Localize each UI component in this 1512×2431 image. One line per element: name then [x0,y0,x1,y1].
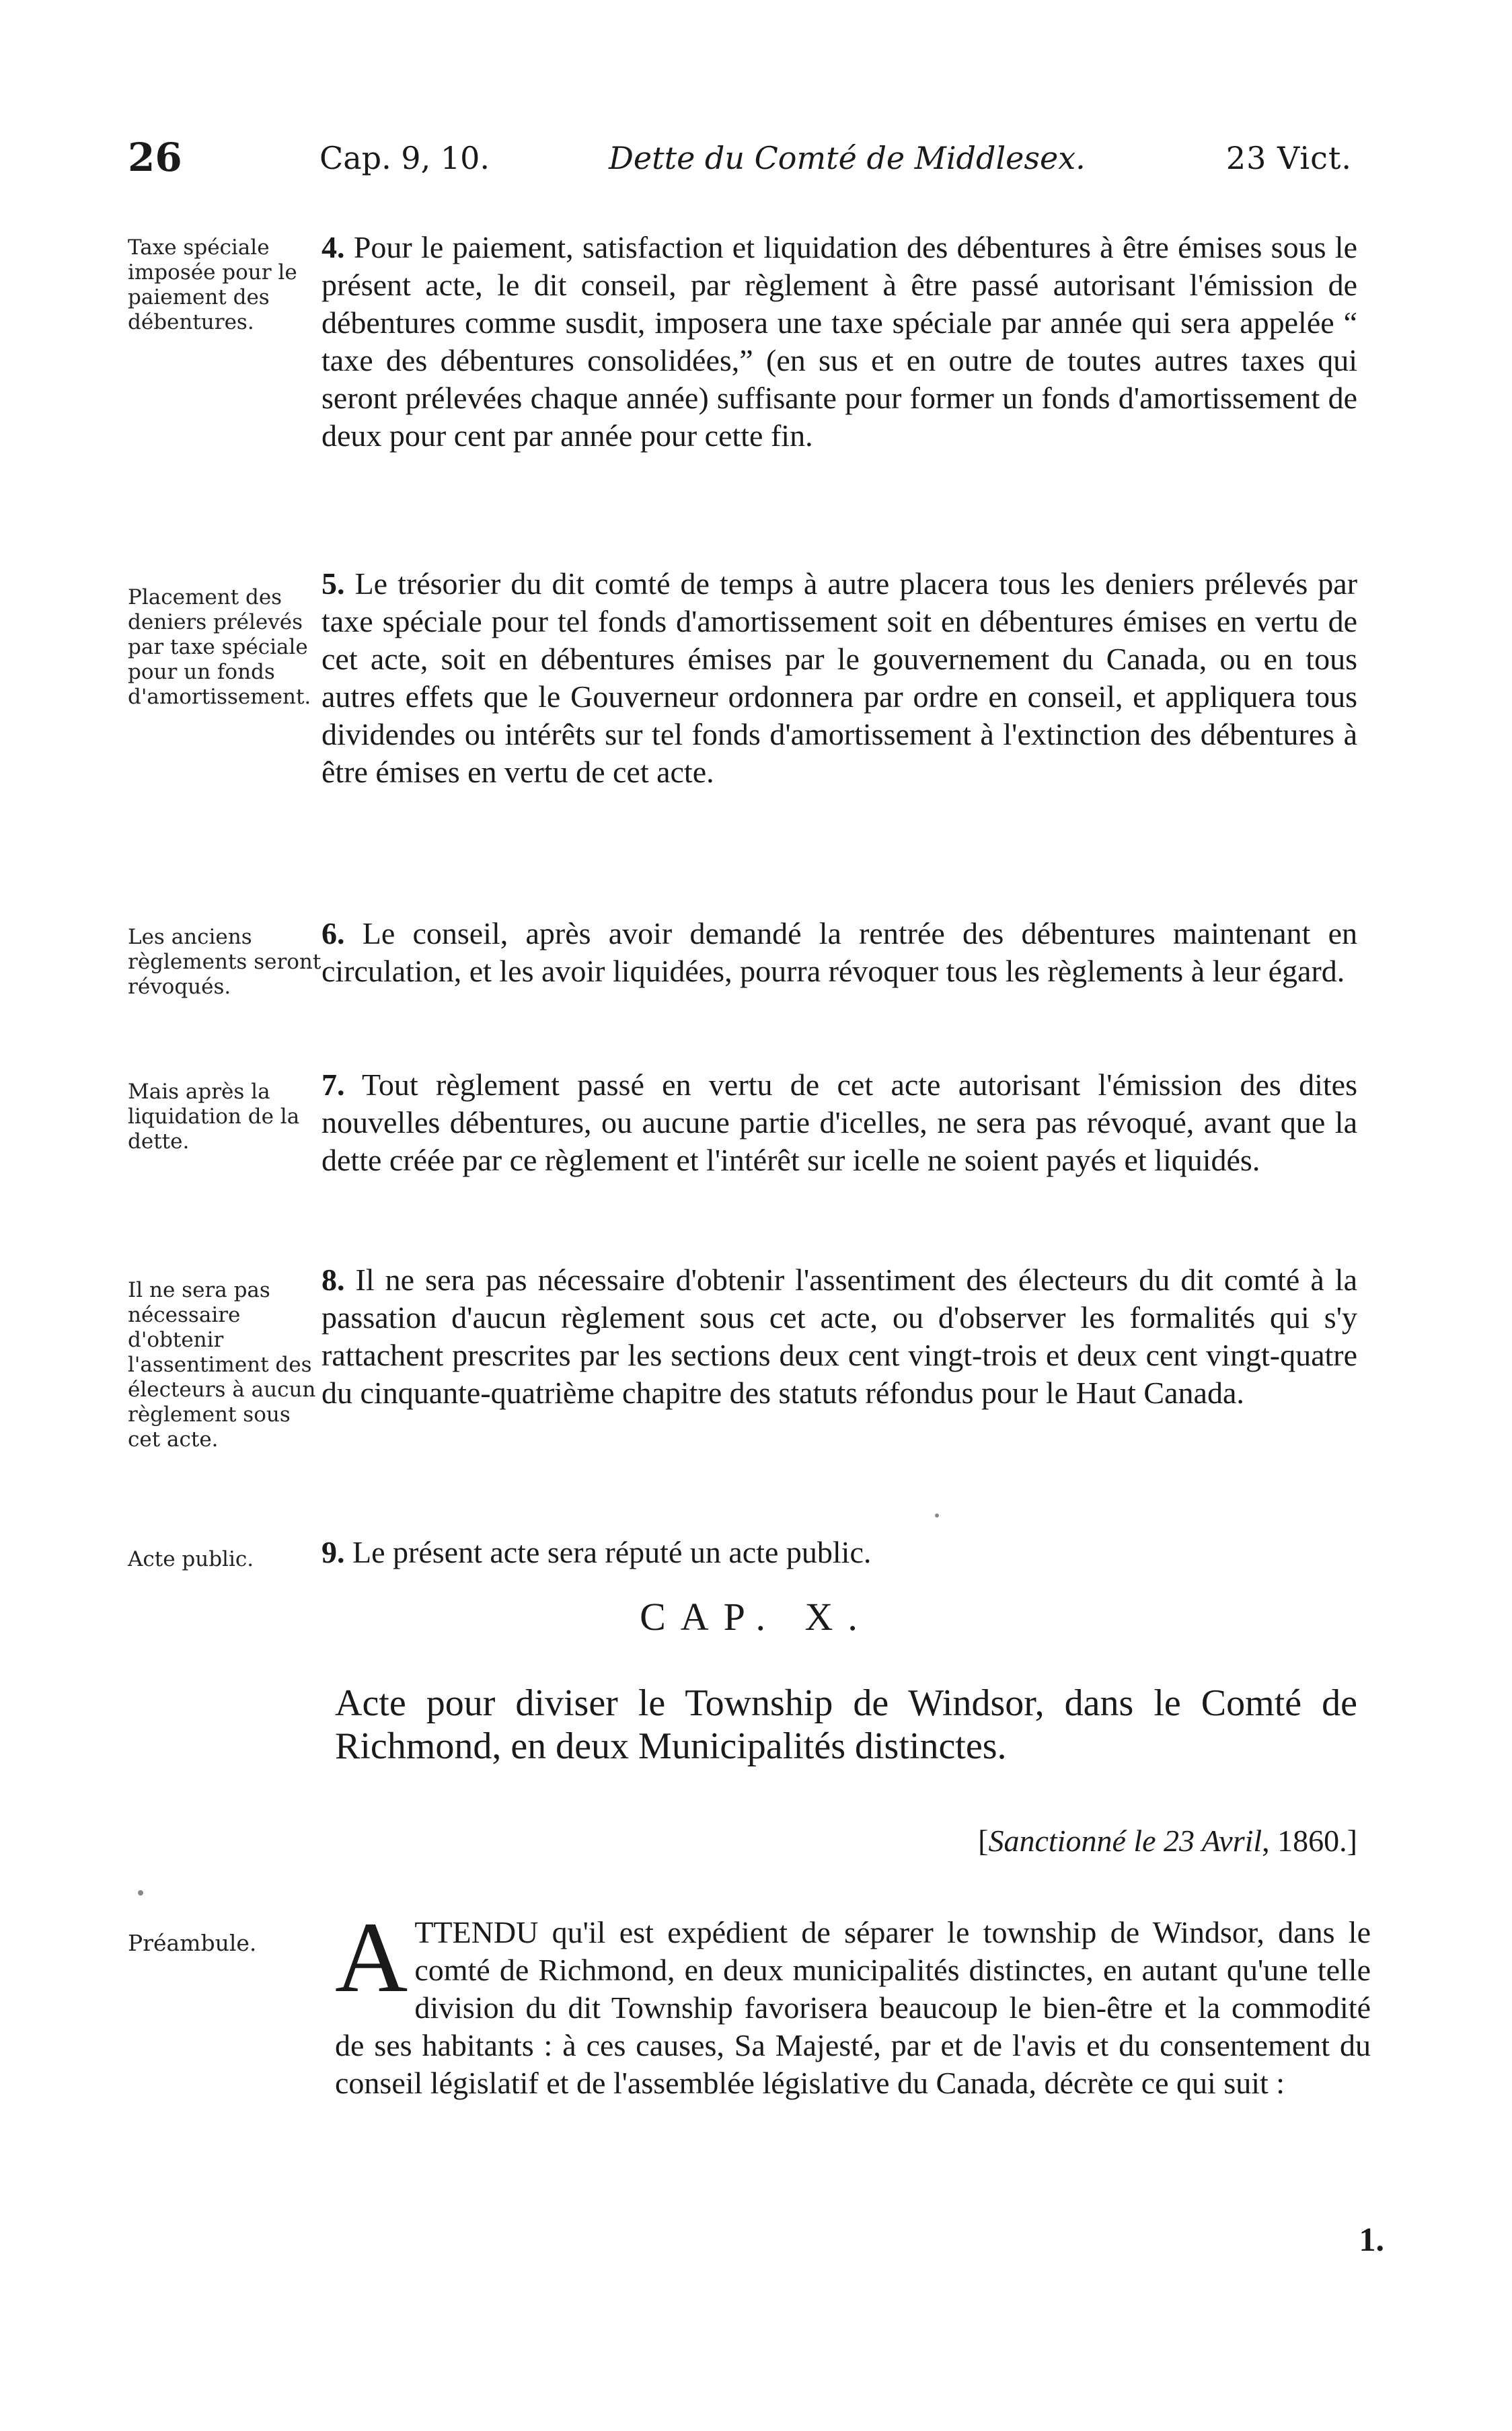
running-header [128,135,1352,195]
section-paragraph [322,1261,1357,1412]
section-paragraph [322,915,1357,990]
assent-line: [Sanctionné le 23 Avril, 1860.] [978,1824,1357,1858]
margin-note-preamble: Préambule. [128,1930,257,1956]
section-text: Tout règlement passé en vertu de cet acte autorisant l'émission des dites nouvelles débentures, ou aucune partie d'icelles, ne sera pas révoqué, avant que la dette créée par ce règlement et l'intérêt sur icelle ne soient payés et liquidés. [322,1068,1357,1177]
margin-note: Taxe spéciale imposée pour le paiement des débentures. [128,235,297,334]
section-number: 5. [322,566,345,601]
section-text: Le conseil, après avoir demandé la rentrée des débentures maintenant en circulation, et les avoir liquidées, pourra révoquer tous les règlements à leur égard. [322,916,1357,988]
running-title: Dette du Comté de Middlesex. [609,140,1086,176]
section-text: Le présent acte sera réputé un acte public. [352,1535,872,1569]
section-text: Pour le paiement, satisfaction et liquidation des débentures à être émises sous le présent acte, le dit conseil, par règlement à être passé autorisant l'émission de débentures comme susdit, imposera une taxe spéciale par année qui sera appelée “ taxe des débentures consolidées,” (en sus et en outre de toutes autres taxes qui seront prélevées chaque année) suffisante pour former un fonds d'amortissement de deux pour cent par année pour cette fin. [322,230,1357,453]
act-title: Acte pour diviser le Township de Windsor, dans le Comté de Richmond, en deux Municipalités distinctes. [335,1682,1357,1767]
section-text: Il ne sera pas nécessaire d'obtenir l'assentiment des électeurs du dit comté à la passation d'aucun règlement sous cet acte, ou d'observer les formalités qui s'y rattachent prescrites par les sections deux cent vingt-trois et deux cent vingt-quatre du cinquante-quatrième chapitre des statuts réfondus pour le Haut Canada. [322,1263,1358,1410]
assent-label: Sanctionné le 23 Avril [988,1824,1262,1858]
assent-year: 1860. [1277,1824,1347,1858]
section-paragraph [322,1534,1357,1571]
preamble-text: TTENDU qu'il est expédient de séparer le township de Windsor, dans le comté de Richmond, en deux municipalités distinctes, en autant qu'une telle division du dit Township favorisera beaucoup le bien-être et la commodité de ses habitants : à ces causes, Sa Majesté, par et de l'avis et du consentement du conseil législatif et de l'assemblée législative du Canada, décrète ce qui suit : [335,1915,1371,2100]
chapter-heading: CAP. X. [640,1595,872,1639]
section-paragraph [322,565,1357,791]
chapter-reference: Cap. 9, 10. [319,140,490,176]
section-number: 7. [322,1068,345,1102]
margin-note: Il ne sera pas nécessaire d'obtenir l'assentiment des électeurs à aucun règlement sous cet acte. [128,1278,316,1452]
section-number: 4. [322,230,345,264]
preamble-paragraph [335,1902,1371,2102]
section-paragraph [322,229,1357,455]
section-number: 6. [322,916,345,950]
section-paragraph [322,1066,1357,1179]
margin-note: Mais après la liquidation de la dette. [128,1080,300,1154]
drop-cap: A [335,1902,408,2013]
catchword-number: 1. [1359,2220,1384,2258]
margin-note: Les anciens règlements seront révoqués. [128,925,322,999]
page-number: 26 [128,135,182,180]
margin-note: Acte public. [128,1547,254,1571]
section-text: Le trésorier du dit comté de temps à autre placera tous les deniers prélevés par taxe spéciale pour tel fonds d'amortissement soit en débentures émises en vertu de cet acte, soit en débentures émises par le gouvernement du Canada, ou en tous autres effets que le Gouverneur ordonnera par ordre en conseil, et appliquera tous dividendes ou intérêts sur tel fonds d'amortissement à l'extinction des débentures à être émises en vertu de cet acte. [322,566,1358,789]
section-number: 8. [322,1263,345,1297]
section-number: 9. [322,1535,345,1569]
ink-speck [935,1513,939,1518]
margin-note: Placement des deniers prélevés par taxe spéciale pour un fonds d'amortissement. [128,585,311,709]
regnal-year: 23 Vict. [1225,140,1352,176]
ink-speck [138,1890,143,1896]
